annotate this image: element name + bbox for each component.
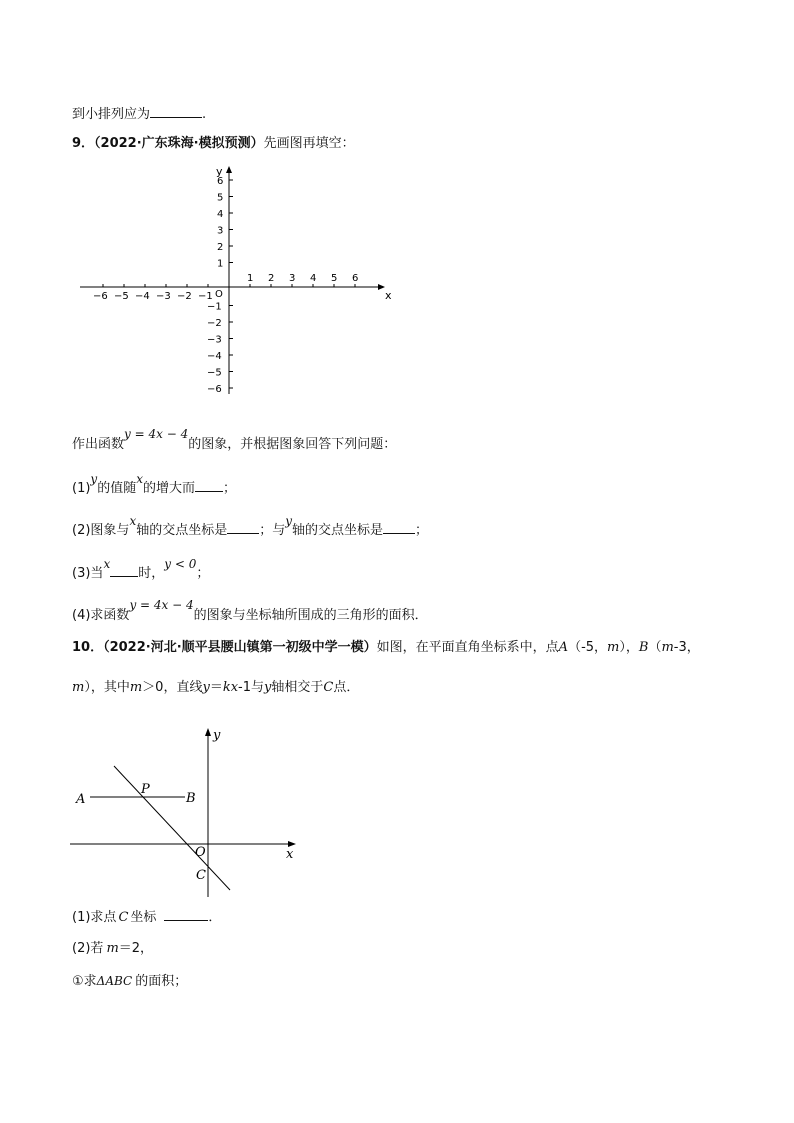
text: 坐标 [130,910,157,925]
x-tick-label: −4 [135,291,150,302]
var-m: m [129,680,143,695]
x-tick-label: 3 [289,273,296,284]
q9-part-4 [72,596,428,626]
origin-label: O [215,289,223,300]
fig-label-x: x [286,847,294,862]
y-axis-label: y [216,165,223,178]
y-tick-label: −4 [207,351,222,362]
q10-line-1 [72,639,700,657]
x-tick-label: 4 [310,273,317,284]
var-y: y [264,680,272,695]
fig-label-B: B [186,791,196,806]
answer-blank [164,907,208,921]
var-y: y [90,472,98,486]
triangle-ABC: ΔABC [96,974,133,988]
part-label: (4) [72,608,91,623]
x-tick-label: −5 [114,291,129,302]
y-tick-label: −5 [207,367,222,379]
text: 轴的交点坐标是 [292,523,384,538]
fig-label-O: O [195,845,206,860]
x-axis-label: x [385,289,392,302]
q9-part-1 [72,472,237,498]
line-y-kx-1 [114,766,230,890]
y-axis-arrow [205,728,211,736]
q10-line-2 [72,679,359,697]
text: -1与 [238,680,265,695]
x-tick-label: −3 [156,291,171,302]
q10-figure [70,722,310,902]
q10-source: （2022·河北·顺平县腰山镇第一初级中学一模） [103,640,377,655]
text: 的图象与坐标轴所围成的三角形的面积． [193,608,428,623]
q10-part-2-1 [72,972,187,991]
y-tick-label: −2 [207,318,222,329]
answer-blank [227,520,259,534]
text: 当 [90,566,104,581]
x-axis-arrow [378,284,385,290]
fig-label-C: C [196,868,206,883]
y-tick-label: −3 [207,334,222,346]
text: -3， [673,640,700,655]
answer-blank [150,104,202,118]
var-kx: kx [222,680,239,695]
y-tick-label: −1 [207,301,222,313]
q9-part-3 [72,557,210,583]
var-x: x [136,472,143,486]
point-B: B [638,640,649,655]
point-A: A [558,640,569,655]
text: ；与 [259,523,286,538]
circled-number: ① [72,974,84,989]
text: 求点 [90,910,117,925]
point-C: C [323,680,334,695]
text: 图象与 [90,523,130,538]
x-tick-label: 1 [247,273,254,284]
y-tick-label: 4 [217,209,224,220]
text: ）， [619,640,639,655]
x-tick-label: −2 [177,291,192,302]
q9-instruction: 先画图再填空： [263,136,355,151]
part-label: (3) [72,566,91,581]
q9-function: y = 4x − 4 [124,427,189,441]
y-axis-arrow [226,166,232,173]
x-tick-label: −1 [198,291,213,302]
y-tick-label: 6 [217,176,224,187]
text: 时， [138,566,165,581]
answer-blank [383,520,415,534]
var-m: m [661,640,674,655]
text: ＞0，直线 [142,680,203,695]
text: 轴相交于 [271,680,324,695]
q9-prompt-before: 作出函数 [72,437,125,452]
var-x: x [129,514,137,528]
q9-prompt-after: 的图象，并根据图象回答下列问题： [188,437,397,452]
var-y: y [202,680,210,695]
q10-part-2 [72,940,153,958]
x-tick-label: −6 [93,291,108,302]
text: （-5， [568,640,608,655]
answer-blank [195,478,223,492]
x-tick-label: 5 [331,273,338,284]
text: ； [415,523,429,538]
text: 若 [90,941,104,956]
q9-number: 9． [72,136,95,151]
x-tick-label: 6 [352,273,359,284]
q9-function-2: y = 4x − 4 [129,598,194,612]
fig-label-y: y [213,728,221,743]
text: ； [196,566,210,581]
text: 求函数 [90,608,130,623]
y-tick-label: 2 [217,242,224,253]
top-line-end: . [202,107,207,122]
var-x: x [103,557,111,571]
text: ＝2， [118,941,154,956]
text: 的增大而 [143,481,196,496]
fig-label-A: A [76,792,86,807]
y-tick-label: 1 [217,258,224,270]
y-tick-label: 5 [217,192,224,204]
q9-prompt [72,426,396,456]
text: ），其中 [84,680,130,695]
q9-part-2 [72,514,429,540]
inequality: y < 0 [164,557,197,571]
text: 的值随 [97,481,137,496]
text: ； [223,481,237,496]
fig-label-P: P [141,782,150,797]
y-tick-label: 3 [217,225,224,237]
top-line [72,104,206,124]
q9-source: （2022·广东珠海·模拟预测） [94,136,264,151]
text: 的面积； [135,974,188,989]
top-line-text: 到小排列应为 [72,107,151,122]
text: 求 [83,974,97,989]
q9-header [72,135,355,153]
var-m: m [72,680,85,695]
y-tick-label: −6 [207,384,222,395]
var-m: m [607,640,620,655]
text: （ [648,640,662,655]
text: 点． [333,680,360,695]
part-label: (2) [72,523,91,538]
q9-coordinate-grid [78,162,398,402]
part-label: (1) [72,481,91,496]
text: 轴的交点坐标是 [136,523,228,538]
answer-blank [110,563,138,577]
q10-number: 10． [72,640,104,655]
part-label: (1) [72,910,91,925]
text: 如图，在平面直角坐标系中，点 [376,640,559,655]
text: ． [208,910,222,925]
point-C: C [118,910,129,925]
q10-part-1 [72,907,221,927]
var-y: y [285,514,293,528]
x-tick-label: 2 [268,273,275,284]
part-label: (2) [72,941,91,956]
text: ＝ [209,680,223,695]
var-m: m [106,941,119,956]
